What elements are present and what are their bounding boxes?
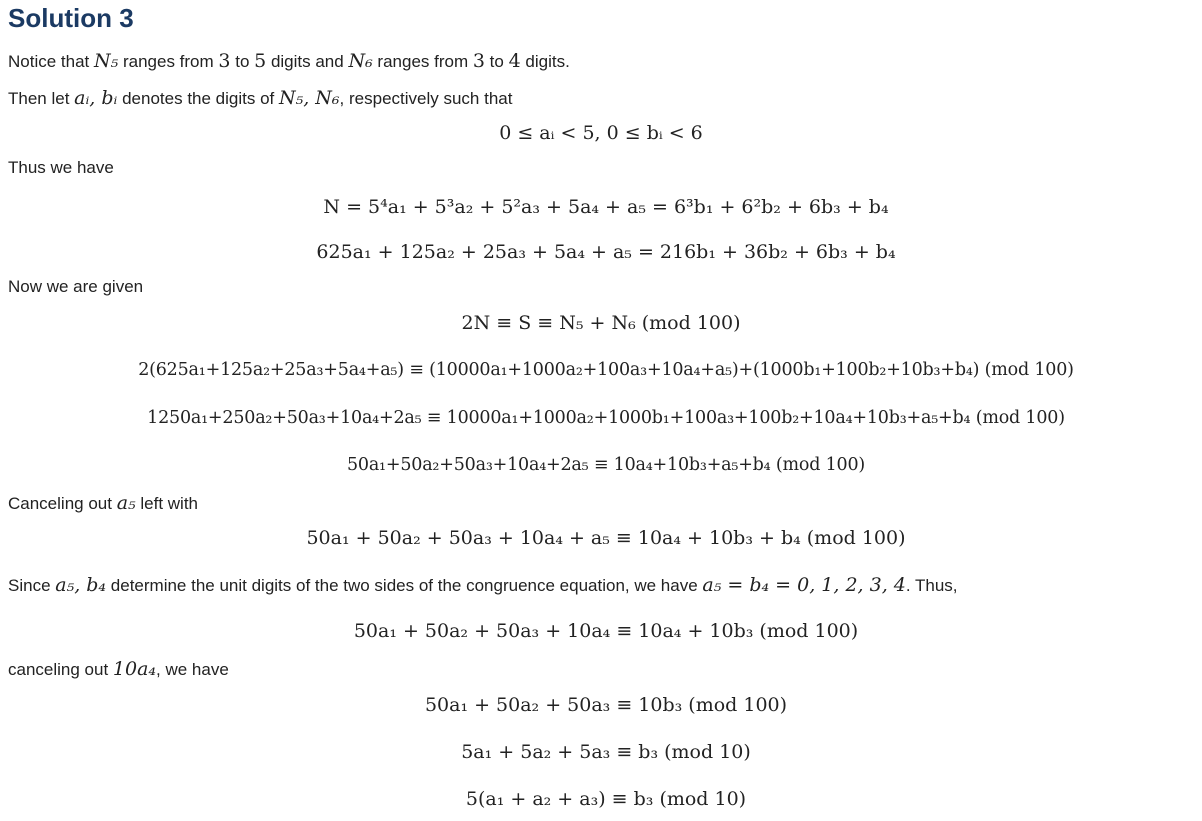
math-inline: 3 xyxy=(472,50,485,72)
page-title: Solution 3 xyxy=(8,3,134,33)
text-run: , we have xyxy=(156,660,229,679)
equation-base-values: 625a₁ + 125a₂ + 25a₃ + 5a₄ + a₅ = 216b₁ + 36b₂ + 6b₃ + b₄ xyxy=(316,241,896,263)
equation-mod-10-factored: 5(a₁ + a₂ + a₃) ≡ b₃ (mod 10) xyxy=(465,788,747,810)
text-run: , respectively such that xyxy=(339,89,513,108)
text-run: digits. xyxy=(520,52,570,71)
paragraph-digit-definition xyxy=(8,87,512,110)
text-run: ranges from xyxy=(118,52,219,71)
text-run: Since xyxy=(8,576,56,595)
equation-mod-10: 5a₁ + 5a₂ + 5a₃ ≡ b₃ (mod 10) xyxy=(461,741,751,763)
paragraph-thus-we-have: Thus we have xyxy=(8,158,114,177)
equation-congruence-multiplied: 1250a₁+250a₂+50a₃+10a₄+2a₅ ≡ 10000a₁+1000a₂+1000b₁+100a₃+100b₂+10a₄+10b₃+a₅+b₄ (mod 100) xyxy=(147,408,1065,428)
text-run: Notice that xyxy=(8,52,94,71)
equation-congruence-given: 2N ≡ S ≡ N₅ + N₆ (mod 100) xyxy=(461,312,741,334)
text-run: to xyxy=(230,52,255,71)
equation-digit-bounds: 0 ≤ aᵢ < 5, 0 ≤ bᵢ < 6 xyxy=(499,122,703,144)
equation-after-canceling-a5: 50a₁ + 50a₂ + 50a₃ + 10a₄ + a₅ ≡ 10a₄ + 10b₃ + b₄ (mod 100) xyxy=(306,527,906,549)
math-inline: 4 xyxy=(508,50,521,72)
math-inline: a₅, b₄ xyxy=(55,574,107,596)
paragraph-digit-ranges xyxy=(8,50,570,73)
math-inline: N₆ xyxy=(348,50,373,72)
text-run: . Thus, xyxy=(905,576,958,595)
math-inline: 10a₄ xyxy=(112,658,157,680)
text-run: determine the unit digits of the two sides of the congruence equation, we have xyxy=(106,576,703,595)
equation-after-unit-digits: 50a₁ + 50a₂ + 50a₃ + 10a₄ ≡ 10a₄ + 10b₃ (mod 100) xyxy=(353,620,859,642)
text-run: Canceling out xyxy=(8,494,117,513)
equation-congruence-reduced: 50a₁+50a₂+50a₃+10a₄+2a₅ ≡ 10a₄+10b₃+a₅+b₄ (mod 100) xyxy=(346,455,866,475)
equation-congruence-expanded: 2(625a₁+125a₂+25a₃+5a₄+a₅) ≡ (10000a₁+1000a₂+100a₃+10a₄+a₅)+(1000b₁+100b₂+10b₃+b₄) (mod 100) xyxy=(138,360,1074,380)
paragraph-now-given: Now we are given xyxy=(8,277,144,296)
text-run: Then let xyxy=(8,89,75,108)
paragraph-canceling-a5 xyxy=(8,492,198,515)
text-run: digits and xyxy=(266,52,349,71)
text-run: denotes the digits of xyxy=(117,89,279,108)
math-inline: aᵢ, bᵢ xyxy=(74,87,118,109)
math-inline: N₅ xyxy=(94,50,119,72)
math-inline: 3 xyxy=(218,50,231,72)
paragraph-unit-digits xyxy=(8,574,958,597)
math-inline: 5 xyxy=(254,50,267,72)
text-run: canceling out xyxy=(8,660,113,679)
paragraph-canceling-10a4 xyxy=(8,658,229,681)
equation-base-expansion: N = 5⁴a₁ + 5³a₂ + 5²a₃ + 5a₄ + a₅ = 6³b₁ + 6²b₂ + 6b₃ + b₄ xyxy=(323,196,889,218)
text-run: ranges from xyxy=(372,52,473,71)
math-inline: a₅ = b₄ = 0, 1, 2, 3, 4 xyxy=(702,574,906,596)
math-inline: a₅ xyxy=(116,492,136,514)
equation-mod-100: 50a₁ + 50a₂ + 50a₃ ≡ 10b₃ (mod 100) xyxy=(424,694,788,716)
text-run: to xyxy=(484,52,509,71)
math-inline: N₅, N₆ xyxy=(278,87,340,109)
text-run: left with xyxy=(135,494,198,513)
